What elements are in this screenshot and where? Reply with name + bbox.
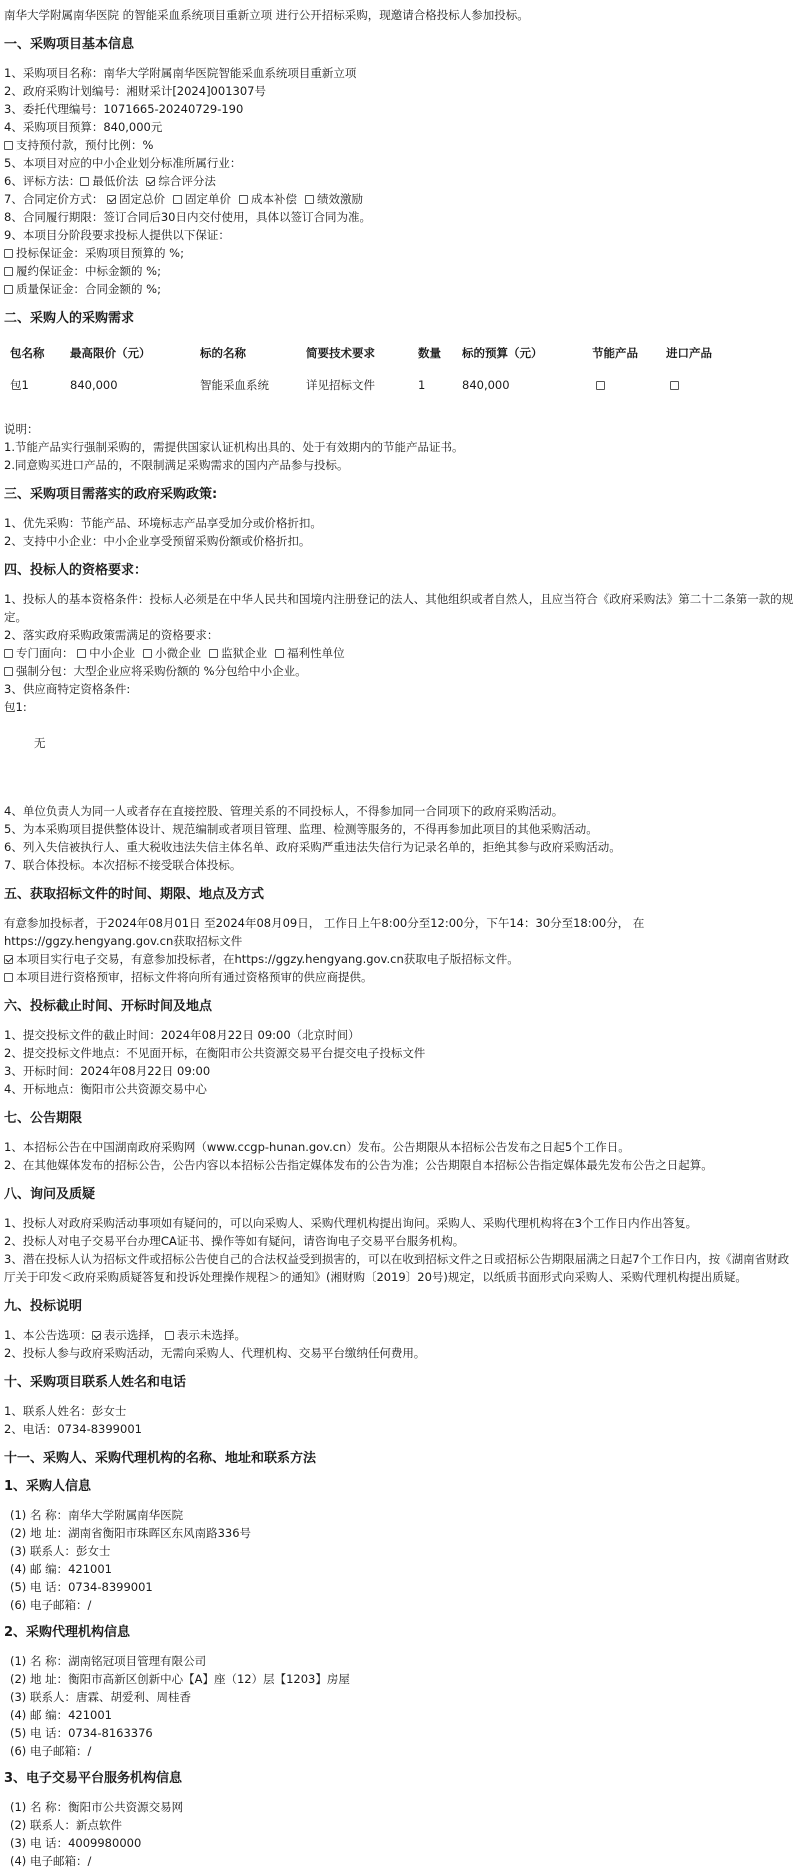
section-1-title: 一、采购项目基本信息	[4, 37, 135, 52]
table-header: 标的预算（元）	[462, 346, 543, 360]
no-fees: 2、投标人参与政府采购活动，无需向采购人、代理机构、交易平台缴纳任何费用。	[4, 1346, 426, 1360]
checkbox-icon	[4, 667, 13, 676]
opening-place: 4、开标地点：衡阳市公共资源交易中心	[4, 1082, 207, 1096]
table-header: 进口产品	[666, 346, 712, 360]
policy-1: 1、优先采购：节能产品、环境标志产品享受加分或价格折扣。	[4, 516, 322, 530]
mandatory-subcontract: 强制分包：大型企业应将采购份额的 %分包给中小企业。	[4, 662, 796, 680]
note-1: 1.节能产品实行强制采购的，需提供国家认证机构出具的、处于有效期内的节能产品证书。	[4, 440, 464, 454]
agency-number: 3、委托代理编号：1071665-20240729-190	[4, 102, 244, 116]
quality-bond: 质量保证金：合同金额的 %;	[4, 280, 796, 298]
contact-name: 1、联系人姓名：彭女士	[4, 1404, 127, 1418]
table-row	[4, 370, 742, 400]
qualification-2: 2、落实政府采购政策需满足的资格要求：	[4, 628, 219, 642]
platform-phone: (3) 电 话：4009980000	[10, 1836, 142, 1850]
checkbox-icon	[165, 1331, 174, 1340]
pricing-method: 7、合同定价方式： 固定总价 固定单价 成本补偿 绩效激励	[4, 192, 363, 206]
agency-info-title: 2、采购代理机构信息	[4, 1625, 131, 1640]
plan-number: 2、政府采购计划编号：湘财采计[2024]001307号	[4, 84, 266, 98]
checkbox-icon	[209, 649, 218, 658]
bid-bond: 投标保证金：采购项目预算的 %;	[4, 244, 796, 262]
inquiry-3: 3、潜在投标人认为招标文件或招标公告使自己的合法权益受到损害的，可以在收到招标文件之日或招标公告期限届满之日起7个工作日内，按《湖南省财政厅关于印发＜政府采购质疑答复和投诉处理操作规程＞的通知》(湘财购〔2019〕20号)规定，以纸质书面形式向采购人、采购代理机构提出质疑。	[4, 1252, 790, 1284]
purchaser-info-title: 1、采购人信息	[4, 1479, 92, 1494]
imported-cell	[660, 370, 742, 400]
table-header-row	[4, 338, 742, 370]
project-name: 1、采购项目名称：南华大学附属南华医院智能采血系统项目重新立项	[4, 66, 357, 80]
note-title: 说明：	[4, 422, 39, 436]
note-2: 2.同意购买进口产品的，不限制满足采购需求的国内产品参与投标。	[4, 458, 349, 472]
checkbox-icon	[4, 649, 13, 658]
qualification-6: 6、列入失信被执行人、重大税收违法失信主体名单、政府采购严重违法失信行为记录名单的，拒绝其参与政府采购活动。	[4, 840, 621, 854]
table-header: 简要技术要求	[306, 346, 375, 360]
deadline: 1、提交投标文件的截止时间：2024年08月22日 09:00（北京时间）	[4, 1028, 360, 1042]
section-11-title: 十一、采购人、采购代理机构的名称、地址和联系方法	[4, 1451, 317, 1466]
agency-phone: (5) 电 话：0734-8163376	[10, 1726, 153, 1740]
section-6-title: 六、投标截止时间、开标时间及地点	[4, 999, 213, 1014]
checkbox-checked-icon	[107, 195, 116, 204]
energy-saving-cell	[586, 370, 660, 400]
agency-address: (2) 地 址：衡阳市高新区创新中心【A】座（12）层【1203】房屋	[10, 1672, 350, 1686]
agency-name: (1) 名 称：湖南铭冠项目管理有限公司	[10, 1654, 207, 1668]
table-header: 标的名称	[200, 346, 246, 360]
section-9-title: 九、投标说明	[4, 1299, 83, 1314]
inquiry-1: 1、投标人对政府采购活动事项如有疑问的，可以向采购人、采购代理机构提出询问。采购人、采购代理机构将在3个工作日内作出答复。	[4, 1216, 698, 1230]
table-header: 最高限价（元）	[70, 346, 151, 360]
checkbox-icon	[80, 177, 89, 186]
checkbox-icon	[239, 195, 248, 204]
purchaser-postcode: (4) 邮 编：421001	[10, 1562, 113, 1576]
section-2-title: 二、采购人的采购需求	[4, 311, 135, 326]
qualification-1: 1、投标人的基本资格条件：投标人必须是在中华人民共和国境内注册登记的法人、其他组织或者自然人，且应当符合《政府采购法》第二十二条第一款的规定。	[4, 592, 794, 624]
inquiry-2: 2、投标人对电子交易平台办理CA证书、操作等如有疑问，请咨询电子交易平台服务机构。	[4, 1234, 465, 1248]
checkbox-icon	[596, 381, 605, 390]
option-legend: 1、本公告选项： 表示选择， 表示未选择。	[4, 1328, 246, 1342]
checkbox-checked-icon	[4, 955, 13, 964]
platform-name: (1) 名 称：衡阳市公共资源交易网	[10, 1800, 184, 1814]
platform-info-title: 3、电子交易平台服务机构信息	[4, 1771, 183, 1786]
evaluation-method: 6、评标方法： 最低价法 综合评分法	[4, 174, 216, 188]
qualification-4: 4、单位负责人为同一人或者存在直接控股、管理关系的不同投标人，不得参加同一合同项下的政府采购活动。	[4, 804, 564, 818]
prequalification: 本项目进行资格预审，招标文件将向所有通过资格预审的供应商提供。	[4, 968, 796, 986]
performance-bond: 履约保证金：中标金额的 %;	[4, 262, 796, 280]
budget: 4、采购项目预算：840,000元	[4, 120, 163, 134]
checkbox-icon	[4, 285, 13, 294]
dedicated-for: 专门面向： 中小企业 小微企业 监狱企业 福利性单位	[4, 644, 796, 662]
platform-email: (4) 电子邮箱：/	[10, 1854, 92, 1868]
specific-qualification-none: 无	[34, 736, 46, 750]
checkbox-icon	[4, 973, 13, 982]
section-8-title: 八、询问及质疑	[4, 1187, 96, 1202]
table-cell: 详见招标文件	[306, 378, 375, 392]
purchaser-email: (6) 电子邮箱：/	[10, 1598, 92, 1612]
table-header: 包名称	[10, 346, 45, 360]
checkbox-icon	[173, 195, 182, 204]
checkbox-icon	[275, 649, 284, 658]
purchaser-address: (2) 地 址：湖南省衡阳市珠晖区东风南路336号	[10, 1526, 252, 1540]
qualification-7: 7、联合体投标。本次招标不接受联合体投标。	[4, 858, 242, 872]
intro-text: 南华大学附属南华医院 的智能采血系统项目重新立项 进行公开招标采购，现邀请合格投标人参加投标。	[4, 8, 529, 22]
purchaser-contact: (3) 联系人：彭女士	[10, 1544, 111, 1558]
obtain-documents: 有意参加投标者，于2024年08月01日 至2024年08月09日， 工作日上午8:00分至12:00分，下午14：30分至18:00分， 在https://ggzy.hengyang.gov.cn获取招标文件	[4, 916, 645, 948]
agency-email: (6) 电子邮箱：/	[10, 1744, 92, 1758]
checkbox-icon	[4, 141, 13, 150]
checkbox-icon	[77, 649, 86, 658]
table-cell: 包1	[10, 378, 29, 392]
notice-period-2: 2、在其他媒体发布的招标公告，公告内容以本招标公告指定媒体发布的公告为准；公告期限自本招标公告指定媒体最先发布公告之日起算。	[4, 1158, 713, 1172]
requirements-table	[4, 338, 742, 400]
package-label: 包1:	[4, 700, 27, 714]
checkbox-checked-icon	[146, 177, 155, 186]
section-4-title: 四、投标人的资格要求：	[4, 563, 148, 578]
qualification-5: 5、为本采购项目提供整体设计、规范编制或者项目管理、监理、检测等服务的，不得再参加此项目的其他采购活动。	[4, 822, 598, 836]
checkbox-icon	[143, 649, 152, 658]
checkbox-icon	[4, 267, 13, 276]
electronic-trading: 本项目实行电子交易，有意参加投标者，在https://ggzy.hengyang.gov.cn获取电子版招标文件。	[4, 950, 796, 968]
agency-postcode: (4) 邮 编：421001	[10, 1708, 113, 1722]
section-10-title: 十、采购项目联系人姓名和电话	[4, 1375, 187, 1390]
sme-industry: 5、本项目对应的中小企业划分标准所属行业：	[4, 156, 242, 170]
policy-2: 2、支持中小企业：中小企业享受预留采购份额或价格折扣。	[4, 534, 311, 548]
purchaser-name: (1) 名 称：南华大学附属南华医院	[10, 1508, 184, 1522]
table-cell: 840,000	[462, 378, 510, 392]
prepayment-option: 支持预付款，预付比例：%	[4, 136, 796, 154]
table-header: 数量	[418, 346, 441, 360]
checkbox-icon	[305, 195, 314, 204]
platform-contact: (2) 联系人：新点软件	[10, 1818, 122, 1832]
agency-contact: (3) 联系人：唐霖、胡爱利、周桂香	[10, 1690, 191, 1704]
purchaser-phone: (5) 电 话：0734-8399001	[10, 1580, 153, 1594]
guarantee-intro: 9、本项目分阶段要求投标人提供以下保证：	[4, 228, 230, 242]
contact-phone: 2、电话：0734-8399001	[4, 1422, 142, 1436]
notice-period-1: 1、本招标公告在中国湖南政府采购网（www.ccgp-hunan.gov.cn）发布。公告期限从本招标公告发布之日起5个工作日。	[4, 1140, 630, 1154]
table-cell: 1	[418, 378, 426, 392]
checkbox-icon	[4, 249, 13, 258]
section-3-title: 三、采购项目需落实的政府采购政策:	[4, 487, 218, 502]
section-7-title: 七、公告期限	[4, 1111, 83, 1126]
submission-place: 2、提交投标文件地点：不见面开标，在衡阳市公共资源交易平台提交电子投标文件	[4, 1046, 426, 1060]
opening-time: 3、开标时间：2024年08月22日 09:00	[4, 1064, 211, 1078]
qualification-3: 3、供应商特定资格条件:	[4, 682, 131, 696]
contract-period: 8、合同履行期限：签订合同后30日内交付使用，具体以签订合同为准。	[4, 210, 371, 224]
table-cell: 840,000	[70, 378, 118, 392]
table-header: 节能产品	[592, 346, 638, 360]
table-cell: 智能采血系统	[200, 378, 269, 392]
checkbox-icon	[670, 381, 679, 390]
checkbox-checked-icon	[92, 1331, 101, 1340]
section-5-title: 五、获取招标文件的时间、期限、地点及方式	[4, 887, 265, 902]
